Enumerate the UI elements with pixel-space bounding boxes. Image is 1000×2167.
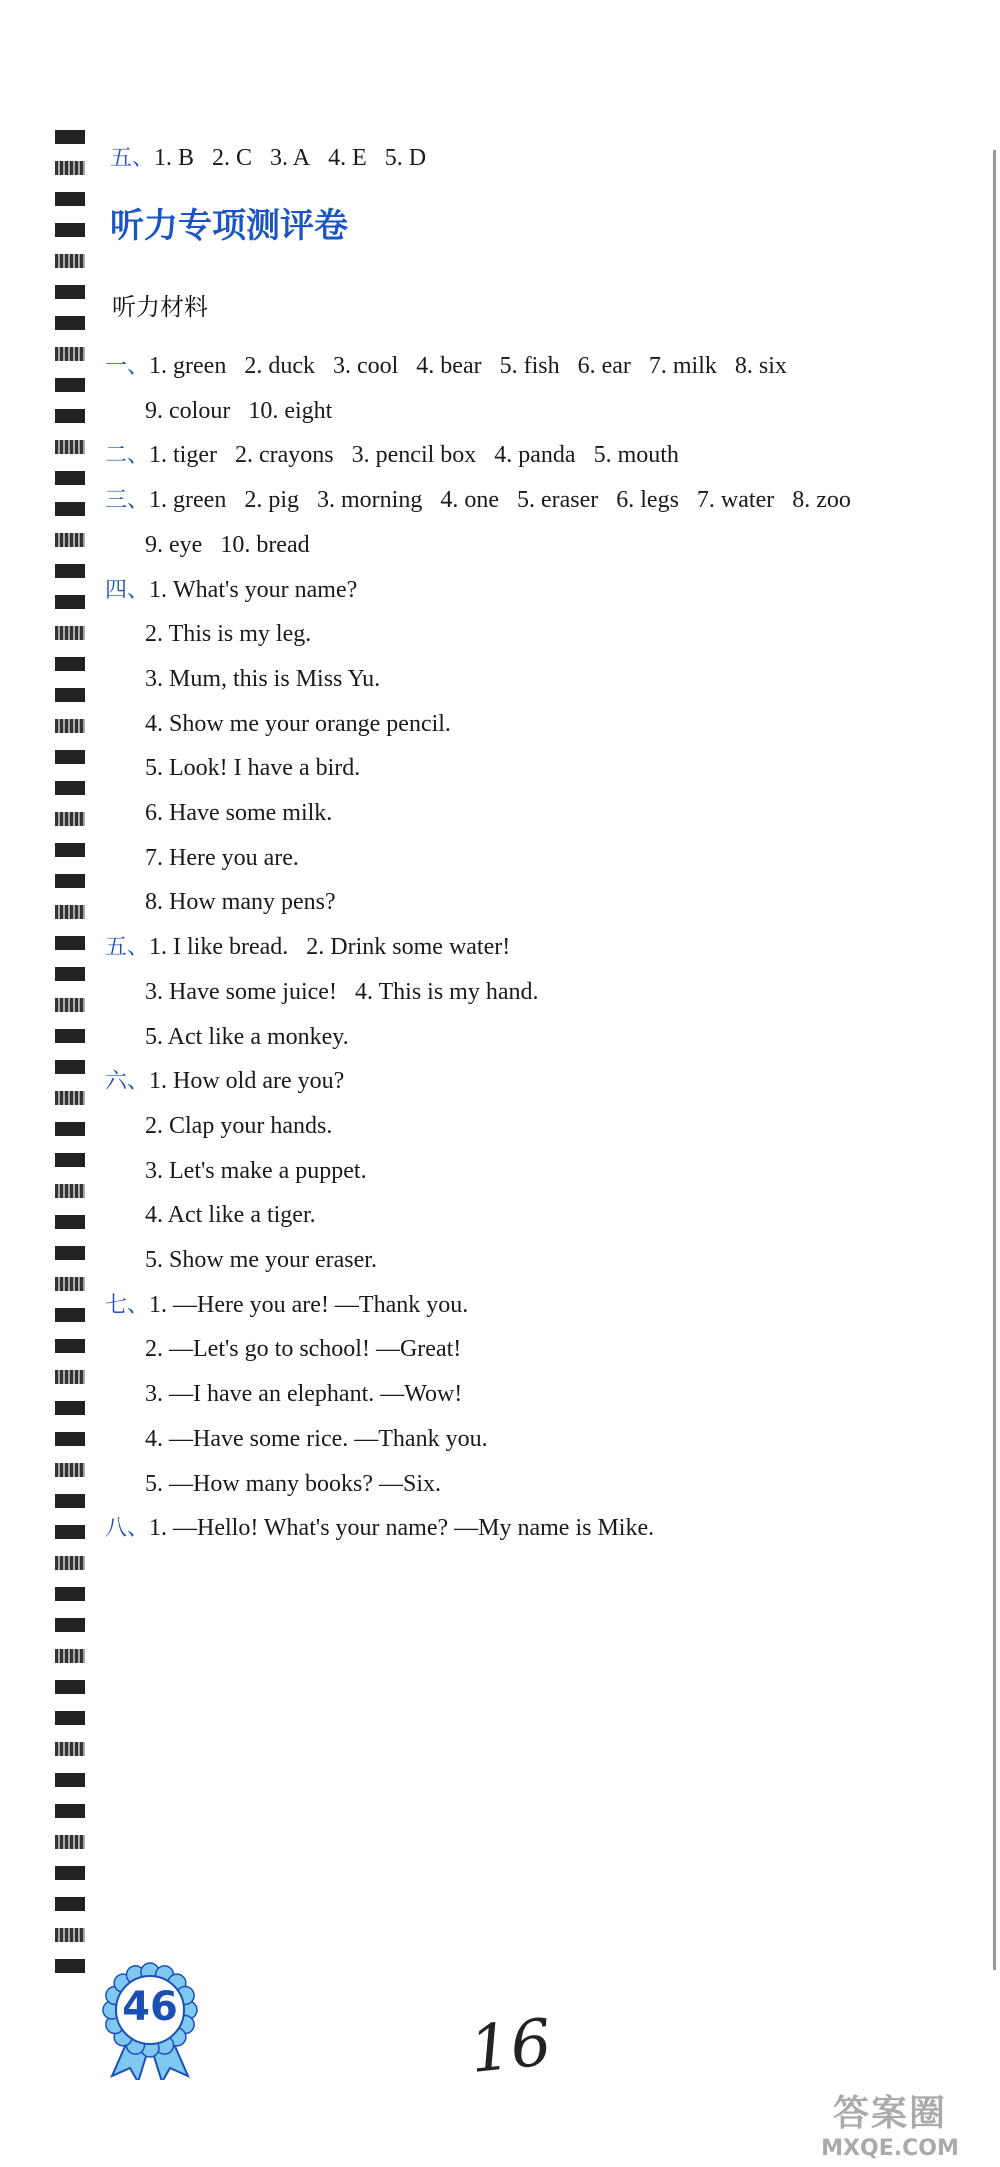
- binding-mark: [55, 130, 85, 144]
- answer-item: 4. Act like a tiger.: [145, 1202, 316, 1229]
- answer-item: 2. Clap your hands.: [145, 1112, 333, 1139]
- answer-item: 2. This is my leg.: [145, 621, 312, 648]
- answer-item: 5. Act like a monkey.: [145, 1023, 349, 1050]
- answer-line: [145, 708, 451, 740]
- binding-mark: [55, 936, 85, 950]
- answer-line: [145, 752, 360, 784]
- answer-line: [145, 1333, 461, 1365]
- top-answer-item: 1. B: [154, 145, 195, 171]
- right-border-line: [993, 150, 996, 1970]
- binding-mark: [55, 409, 85, 423]
- binding-mark: [55, 192, 85, 206]
- answer-line: [145, 1021, 349, 1053]
- binding-mark: [55, 967, 85, 981]
- binding-mark: [55, 1432, 85, 1446]
- answer-item: 1. —Hello! What's your name? —My name is Mike.: [149, 1515, 655, 1542]
- part-label: 五、: [105, 935, 150, 961]
- binding-mark: [55, 1680, 85, 1694]
- answer-item: 3. pencil box: [351, 442, 477, 469]
- answer-item: 4. This is my hand.: [354, 978, 539, 1005]
- binding-mark: [55, 440, 85, 454]
- binding-mark: [55, 316, 85, 330]
- answer-item: 1. —Here you are! —Thank you.: [149, 1291, 469, 1318]
- binding-mark: [55, 1649, 85, 1663]
- binding-mark: [55, 905, 85, 919]
- binding-mark: [55, 1246, 85, 1260]
- binding-mark: [55, 1401, 85, 1415]
- answer-item: 1. green: [149, 353, 227, 379]
- answer-item: 1. I like bread.: [149, 934, 289, 961]
- answer-item: 6. Have some milk.: [145, 800, 333, 826]
- binding-mark: [55, 1866, 85, 1880]
- section-title: 听力专项测评卷: [110, 206, 348, 246]
- subheading: 听力材料: [112, 293, 208, 321]
- answer-item: 3. morning: [316, 487, 423, 514]
- answer-item: 10. eight: [248, 397, 333, 424]
- binding-mark: [55, 1897, 85, 1911]
- answer-line: [105, 931, 510, 964]
- binding-mark: [55, 1060, 85, 1074]
- answer-item: 6. legs: [616, 487, 679, 514]
- watermark-url: MXQE.COM: [821, 2136, 959, 2161]
- answer-item: 2. Drink some water!: [306, 934, 511, 961]
- binding-mark: [55, 1184, 85, 1198]
- answer-line: [145, 886, 336, 918]
- answer-item: 3. Have some juice!: [145, 978, 337, 1005]
- answer-line: [145, 618, 311, 650]
- binding-mark: [55, 688, 85, 702]
- answer-item: 8. zoo: [792, 487, 851, 514]
- binding-mark: [55, 1215, 85, 1229]
- answer-item: 6. ear: [577, 353, 631, 379]
- binding-mark: [55, 378, 85, 392]
- answer-line: [145, 1378, 462, 1410]
- answer-item: 7. Here you are.: [145, 844, 299, 871]
- binding-mark: [55, 1587, 85, 1601]
- binding-mark: [55, 1773, 85, 1787]
- answer-line: [105, 484, 851, 517]
- answer-item: 8. How many pens?: [145, 889, 336, 916]
- answer-line: [105, 439, 679, 472]
- answer-item: 3. —I have an elephant. —Wow!: [145, 1381, 463, 1408]
- answer-item: 1. tiger: [149, 442, 217, 469]
- answer-item: 3. cool: [332, 353, 399, 379]
- answer-item: 1. How old are you?: [149, 1068, 345, 1095]
- binding-mark: [55, 1153, 85, 1167]
- answer-line: [145, 797, 332, 829]
- answer-item: 5. Look! I have a bird.: [145, 755, 361, 782]
- binding-mark: [55, 223, 85, 237]
- answer-item: 8. six: [734, 353, 787, 379]
- answer-line: [145, 663, 380, 695]
- binding-mark: [55, 564, 85, 578]
- binding-mark: [55, 347, 85, 361]
- binding-mark: [55, 1804, 85, 1818]
- answer-item: 3. Mum, this is Miss Yu.: [145, 665, 381, 692]
- top-answer-item: 2. C: [212, 145, 253, 171]
- answer-line: [145, 1244, 377, 1276]
- answer-item: 2. crayons: [235, 442, 334, 469]
- binding-mark: [55, 1959, 85, 1973]
- answer-item: 9. colour: [145, 397, 231, 424]
- answer-item: 9. eye: [145, 531, 203, 558]
- answer-line: [105, 1065, 344, 1098]
- answer-item: 5. mouth: [593, 442, 679, 469]
- answer-item: 3. Let's make a puppet.: [145, 1157, 367, 1184]
- binding-mark: [55, 719, 85, 733]
- top-answer-item: 4. E: [328, 145, 367, 171]
- binding-mark: [55, 533, 85, 547]
- answer-line: [105, 1512, 654, 1545]
- binding-mark: [55, 626, 85, 640]
- answer-item: 5. —How many books? —Six.: [145, 1470, 441, 1497]
- part-label: 二、: [105, 443, 150, 469]
- binding-mark: [55, 1742, 85, 1756]
- answer-line: [105, 350, 787, 383]
- answer-item: 1. What's your name?: [149, 576, 358, 603]
- binding-mark: [55, 998, 85, 1012]
- binding-mark: [55, 1928, 85, 1942]
- answer-item: 4. Show me your orange pencil.: [145, 710, 451, 737]
- answer-line: [145, 1199, 316, 1231]
- binding-mark: [55, 1556, 85, 1570]
- page-number: 46: [122, 1984, 178, 2030]
- top-answers-prefix: 五、: [110, 146, 155, 171]
- binding-mark: [55, 750, 85, 764]
- top-answers-line: [110, 142, 426, 175]
- answer-item: 5. Show me your eraser.: [145, 1247, 377, 1273]
- answer-item: 4. —Have some rice. —Thank you.: [145, 1425, 488, 1452]
- binding-strip: [55, 130, 87, 2000]
- answer-item: 5. eraser: [516, 487, 599, 514]
- top-answer-item: 5. D: [384, 145, 427, 171]
- answer-line: [105, 1289, 468, 1322]
- watermark-logo-text: 答案圈: [832, 2093, 947, 2134]
- binding-mark: [55, 1122, 85, 1136]
- answer-line: [145, 529, 310, 561]
- binding-mark: [55, 1308, 85, 1322]
- answer-line: [105, 574, 357, 607]
- binding-mark: [55, 1711, 85, 1725]
- binding-mark: [55, 161, 85, 175]
- part-label: 四、: [105, 577, 150, 603]
- binding-mark: [55, 1029, 85, 1043]
- binding-mark: [55, 285, 85, 299]
- answer-item: 7. water: [696, 487, 775, 514]
- binding-mark: [55, 1339, 85, 1353]
- answer-item: 4. one: [440, 487, 499, 514]
- site-watermark: [790, 2085, 990, 2161]
- binding-mark: [55, 843, 85, 857]
- binding-mark: [55, 812, 85, 826]
- answer-line: [145, 395, 332, 427]
- answer-line: [145, 1110, 332, 1142]
- binding-mark: [55, 502, 85, 516]
- answer-line: [145, 1468, 441, 1500]
- answer-item: 4. panda: [494, 442, 576, 469]
- answer-item: 1. green: [149, 487, 227, 514]
- page-number-badge: [90, 1960, 210, 2080]
- part-label: 三、: [105, 488, 150, 514]
- binding-mark: [55, 1277, 85, 1291]
- binding-mark: [55, 657, 85, 671]
- binding-mark: [55, 1525, 85, 1539]
- binding-mark: [55, 471, 85, 485]
- binding-mark: [55, 595, 85, 609]
- answer-line: [145, 1155, 367, 1187]
- binding-mark: [55, 874, 85, 888]
- top-answer-item: 3. A: [270, 145, 311, 171]
- answer-item: 2. —Let's go to school! —Great!: [145, 1336, 462, 1363]
- part-label: 七、: [105, 1292, 150, 1318]
- answer-item: 2. pig: [244, 487, 299, 514]
- part-label: 一、: [105, 354, 150, 379]
- handwritten-note: 16: [466, 2005, 556, 2089]
- binding-mark: [55, 1091, 85, 1105]
- binding-mark: [55, 1494, 85, 1508]
- answer-line: [145, 1423, 488, 1455]
- binding-mark: [55, 1835, 85, 1849]
- answer-item: 10. bread: [220, 531, 310, 558]
- binding-mark: [55, 1463, 85, 1477]
- part-label: 八、: [105, 1516, 150, 1542]
- binding-mark: [55, 1370, 85, 1384]
- answer-item: 7. milk: [648, 353, 717, 379]
- answer-item: 2. duck: [244, 353, 315, 379]
- binding-mark: [55, 254, 85, 268]
- answer-item: 5. fish: [499, 353, 560, 379]
- binding-mark: [55, 1618, 85, 1632]
- binding-mark: [55, 781, 85, 795]
- answer-line: [145, 842, 299, 874]
- answer-line: [145, 976, 539, 1008]
- part-label: 六、: [105, 1069, 150, 1095]
- answer-item: 4. bear: [416, 353, 482, 379]
